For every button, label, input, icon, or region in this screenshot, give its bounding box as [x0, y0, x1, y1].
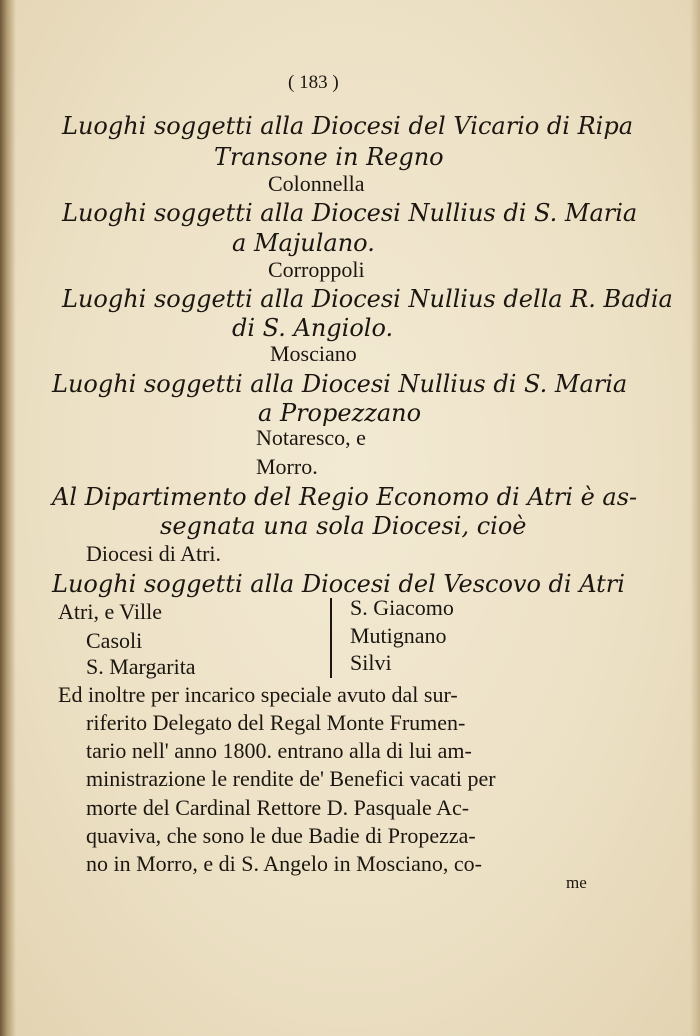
paragraph-line-1: Ed inoltre per incarico speciale avuto dal sur-	[58, 682, 458, 707]
heading-badia-s-angiolo-cont: di S. Angiolo.	[232, 314, 394, 342]
place-mosciano: Mosciano	[270, 341, 357, 366]
paragraph-line-4: ministrazione le rendite de' Benefici vacati per	[86, 766, 496, 791]
place-s-giacomo: S. Giacomo	[350, 595, 454, 620]
paragraph-line-5: morte del Cardinal Rettore D. Pasquale Ac-	[86, 795, 470, 820]
page-number: ( 183 )	[288, 72, 339, 93]
heading-s-maria-propezzano: Luoghi soggetti alla Diocesi Nullius di S. Maria	[52, 370, 628, 398]
paragraph-line-3: tario nell' anno 1800. entrano alla di lui am-	[86, 738, 472, 763]
heading-dipartimento-atri-cont: segnata una sola Diocesi, cioè	[160, 512, 527, 540]
heading-badia-s-angiolo: Luoghi soggetti alla Diocesi Nullius della R. Badia	[62, 285, 673, 313]
paragraph-line-2: riferito Delegato del Regal Monte Frumen-	[86, 710, 466, 735]
catchword: me	[566, 873, 587, 892]
heading-vescovo-atri: Luoghi soggetti alla Diocesi del Vescovo di Atri	[52, 570, 625, 598]
place-colonnella: Colonnella	[268, 171, 365, 196]
heading-s-maria-propezzano-cont: a Propezzano	[258, 399, 422, 427]
place-casoli: Casoli	[86, 628, 143, 653]
place-atri-ville: Atri, e Ville	[58, 599, 162, 624]
place-s-margarita: S. Margarita	[86, 654, 196, 679]
page-edge-shadow	[690, 0, 700, 1036]
heading-vicario-ripa: Luoghi soggetti alla Diocesi del Vicario di Ripa	[62, 112, 634, 140]
place-corroppoli: Corroppoli	[268, 257, 365, 282]
place-mutignano: Mutignano	[350, 623, 447, 648]
place-morro: Morro.	[256, 454, 318, 479]
heading-dipartimento-atri: Al Dipartimento del Regio Economo di Atri è as-	[52, 483, 638, 511]
paragraph-line-7: no in Morro, e di S. Angelo in Mosciano, co-	[86, 851, 482, 876]
paragraph-line-6: quaviva, che sono le due Badie di Propezza-	[86, 823, 476, 848]
diocese-atri: Diocesi di Atri.	[86, 541, 222, 566]
heading-vicario-ripa-cont: Transone in Regno	[214, 143, 444, 171]
place-notaresco: Notaresco, e	[256, 425, 366, 450]
place-silvi: Silvi	[350, 650, 392, 675]
heading-s-maria-majulano: Luoghi soggetti alla Diocesi Nullius di S. Maria	[62, 199, 638, 227]
column-divider	[330, 598, 332, 678]
page-gutter-shadow	[0, 0, 16, 1036]
heading-s-maria-majulano-cont: a Majulano.	[232, 229, 375, 257]
